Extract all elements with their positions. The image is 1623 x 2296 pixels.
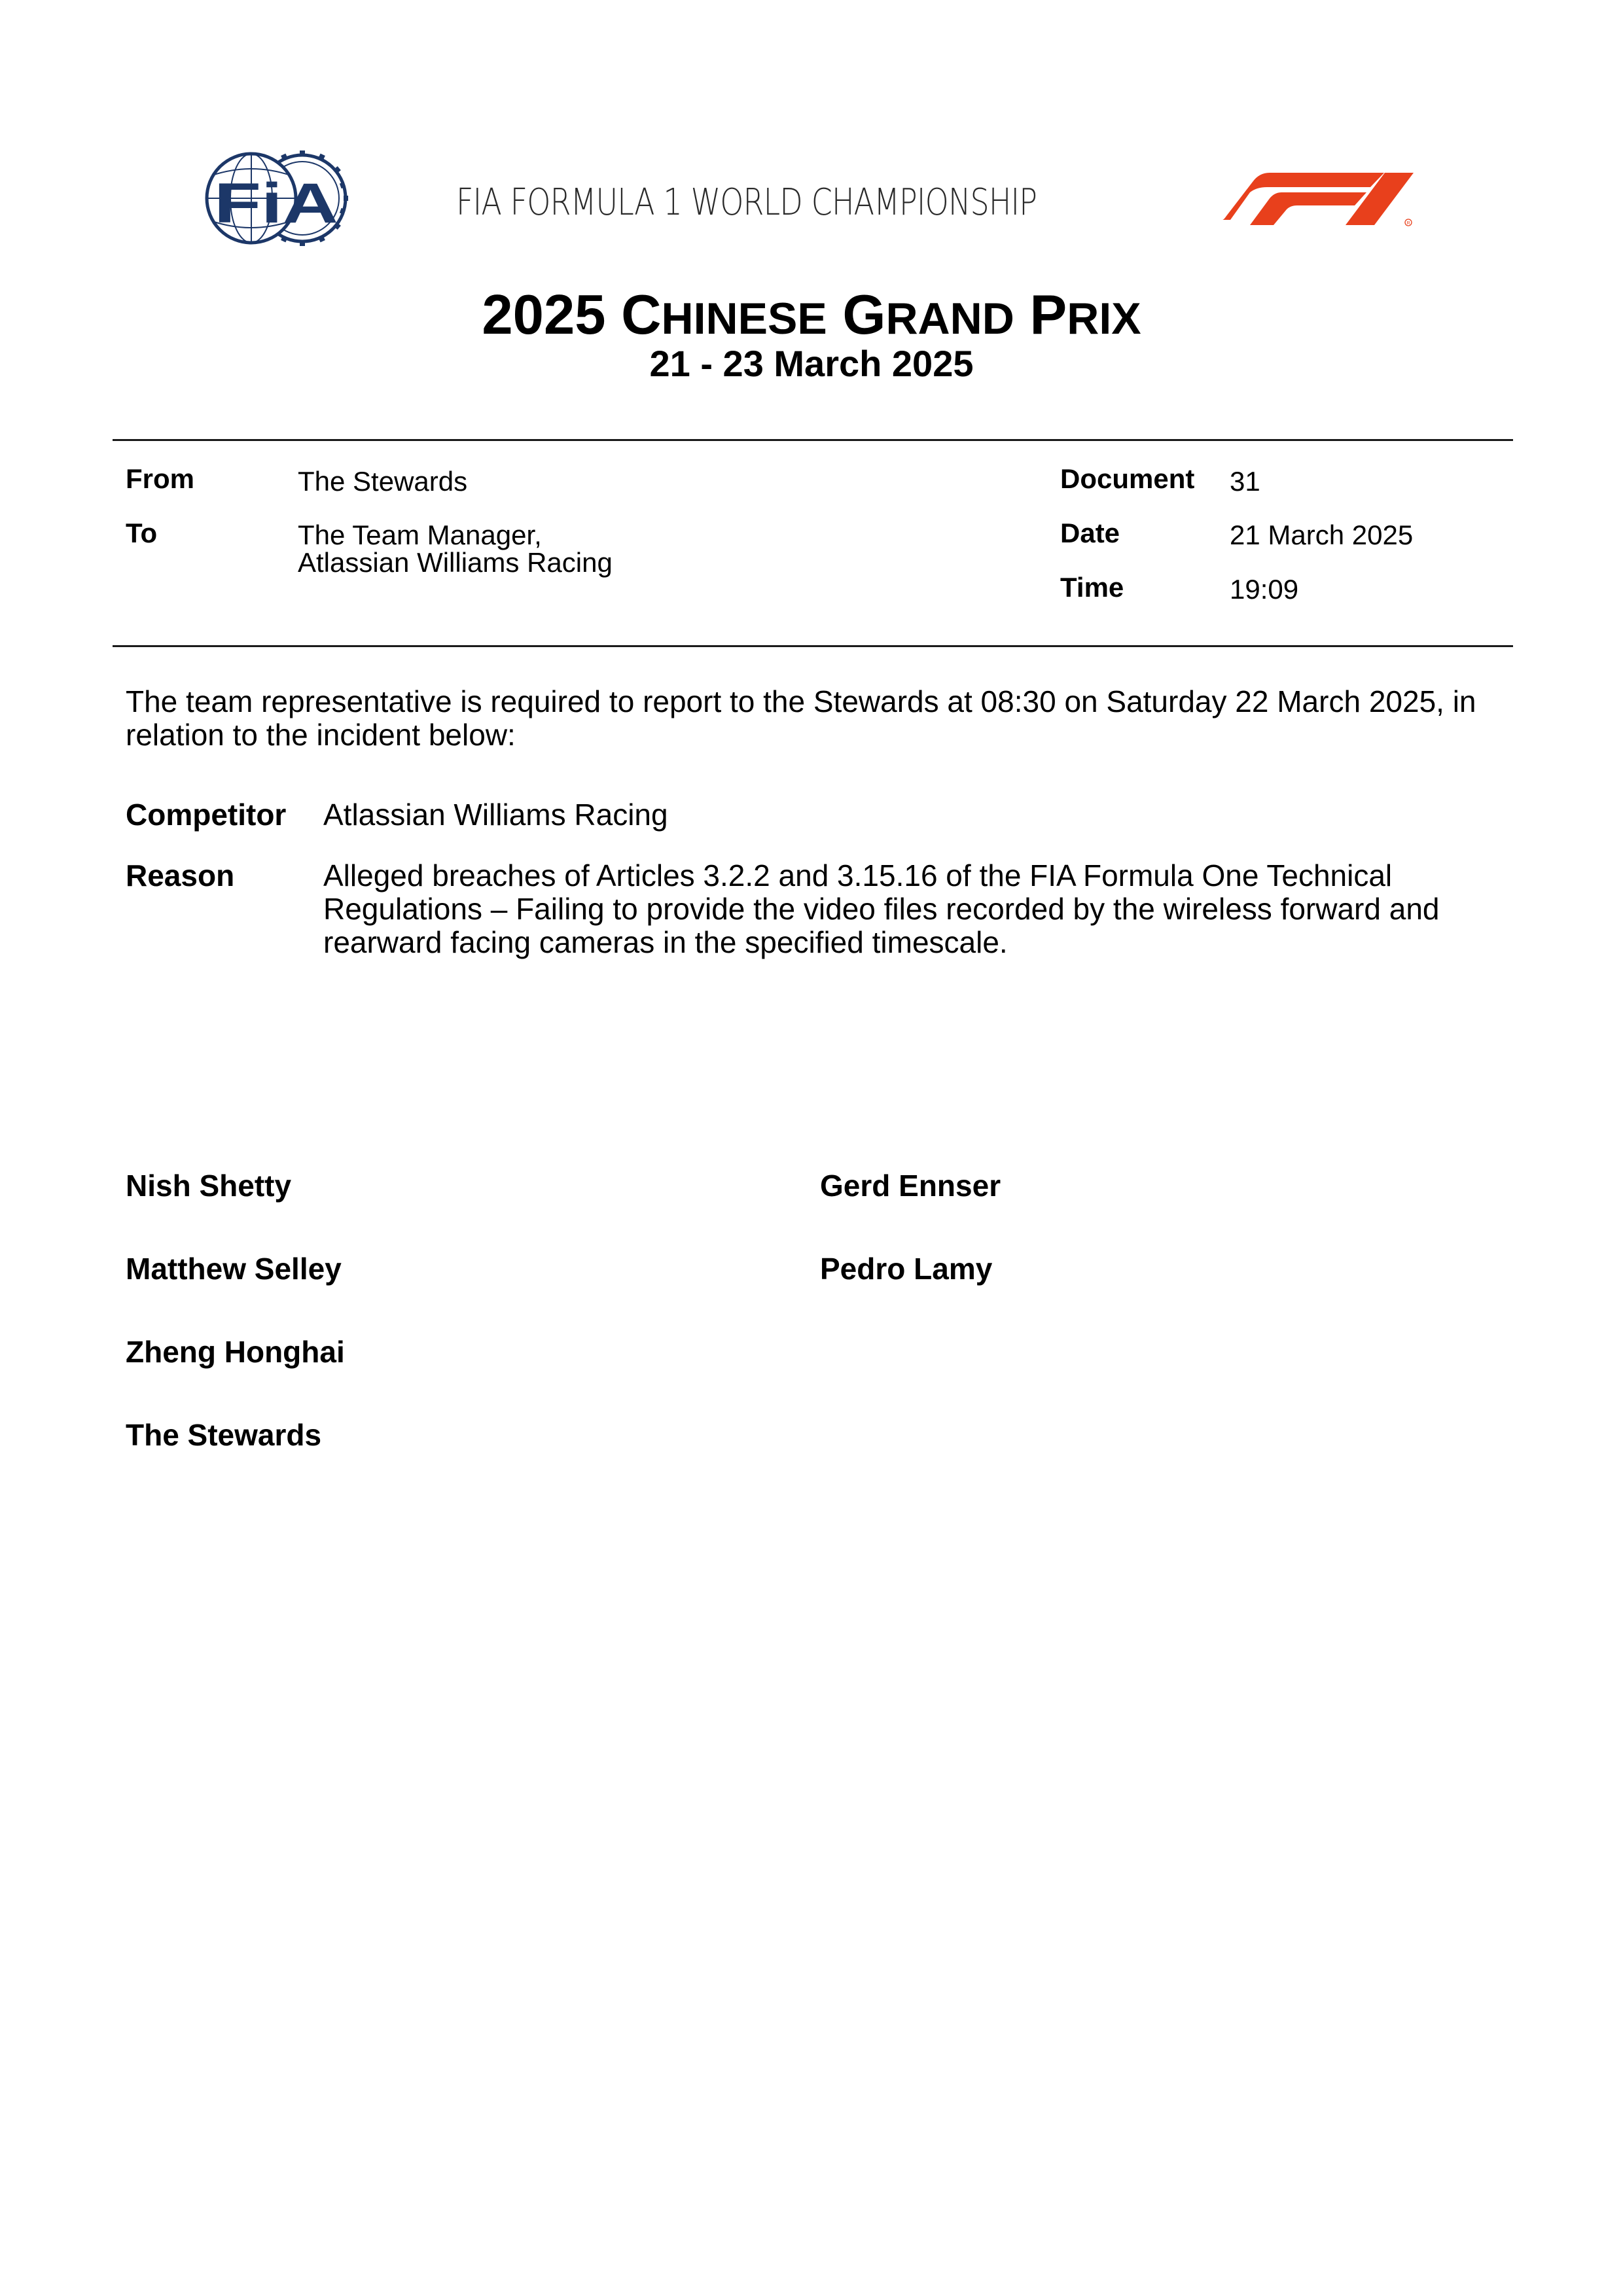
fia-logo	[204, 149, 349, 247]
from-value: The Stewards	[298, 466, 468, 497]
title-word-chinese	[621, 284, 827, 346]
f1-logo-graphic	[1216, 170, 1419, 228]
date-label: Date	[1060, 518, 1120, 548]
signatory: Nish Shetty	[126, 1169, 292, 1203]
from-label: From	[126, 463, 194, 494]
fia-logo-text: FiA	[214, 172, 338, 235]
summons-text: The team representative is required to report to the Stewards at 08:30 on Saturday 22 March 2025, in relation to the incident below:	[126, 684, 1476, 752]
title-initial: C	[621, 284, 662, 346]
signatory-title: The Stewards	[126, 1418, 322, 1452]
f1-logo	[1216, 170, 1419, 228]
time-value: 19:09	[1230, 574, 1299, 605]
title-year: 2025	[482, 284, 606, 346]
svg-text:R: R	[1406, 221, 1410, 226]
document-label: Document	[1060, 463, 1195, 494]
signatory: Zheng Honghai	[126, 1335, 345, 1369]
title-rest: RIX	[1067, 294, 1141, 344]
reason-label: Reason	[126, 858, 235, 892]
event-dates: 21 - 23 March 2025	[649, 343, 974, 384]
fia-logo-graphic	[204, 149, 349, 247]
championship-title: FIA FORMULA 1 WORLD CHAMPIONSHIP	[456, 181, 1037, 224]
title-rest: RAND	[885, 294, 1014, 344]
title-initial: P	[1029, 284, 1067, 346]
divider-bottom	[113, 645, 1513, 647]
page-title	[0, 283, 1623, 351]
date-value: 21 March 2025	[1230, 520, 1414, 550]
divider-top	[113, 439, 1513, 441]
to-label: To	[126, 518, 158, 548]
championship-banner	[456, 183, 1097, 222]
signatory: Pedro Lamy	[820, 1252, 993, 1286]
title-rest: HINESE	[661, 294, 827, 344]
signatory: Matthew Selley	[126, 1252, 342, 1286]
competitor-label: Competitor	[126, 798, 287, 832]
time-label: Time	[1060, 572, 1124, 603]
title-word-prix	[1030, 284, 1141, 346]
title-word-grand	[842, 284, 1014, 346]
to-value-line2: Atlassian Williams Racing	[298, 547, 613, 578]
reason-value: Alleged breaches of Articles 3.2.2 and 3.15.16 of the FIA Formula One Technical Regulations – Failing to provide the video files recorded by the wireless forward and rearward facing cameras in the specified timescale.	[323, 858, 1440, 959]
title-initial: G	[842, 284, 886, 346]
signatory: Gerd Ennser	[820, 1169, 1001, 1203]
to-value-line1: The Team Manager,	[298, 520, 542, 550]
competitor-value: Atlassian Williams Racing	[323, 798, 668, 832]
to-value	[298, 521, 613, 576]
document-number: 31	[1230, 466, 1260, 497]
